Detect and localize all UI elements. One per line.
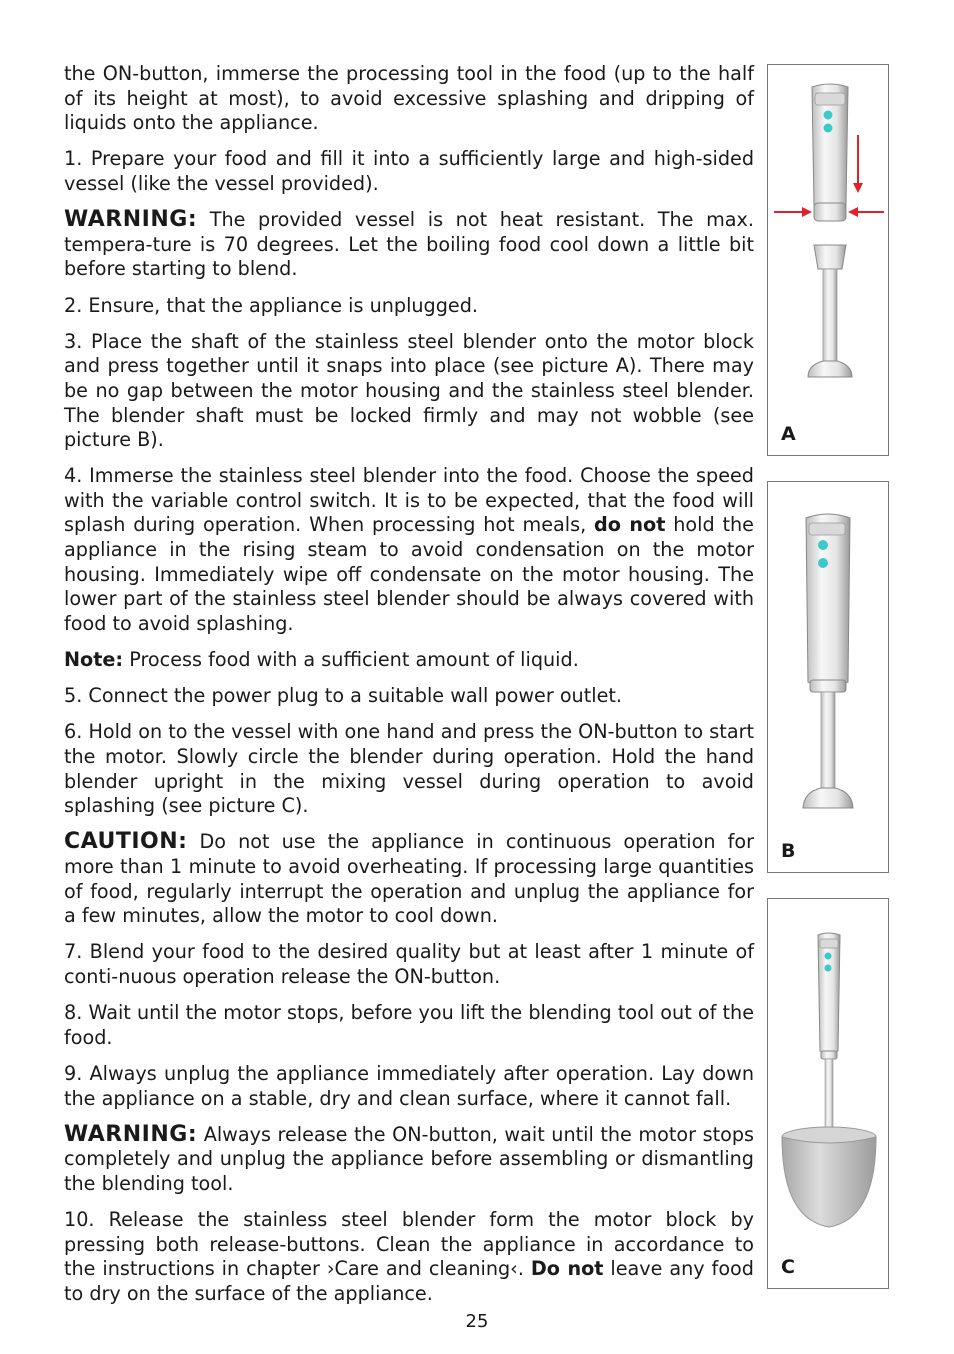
step-number: 2. [64,293,83,317]
step-number: 4. [64,464,83,488]
step-number: 6. [64,720,83,744]
step-number: 10. [64,1208,95,1232]
figure-label: C [781,1256,795,1278]
note-label: Note: [64,648,124,672]
step-number: 1. [64,147,83,171]
caution: CAUTION: Do not use the appliance in continuous operation for more than 1 minute to avoid overheating. If processing large quantities of food, regularly interrupt the operation and unplug the appliance for a few minutes, allow the motor to cool down. [64,829,754,928]
step-number: 5. [64,684,83,708]
step-2: 2. Ensure, that the appliance is unplugged. [64,293,478,317]
blender-parts-illustration [768,65,890,457]
step-10: 10. Release the stainless steel blender form the motor block by pressing both release-buttons. Clean the appliance in accordance to the instructions in chapter ›Care and cleaning‹. Do not leave any food to dry on the surface of the appliance. [64,1208,754,1305]
step-5: 5. Connect the power plug to a suitable wall power outlet. [64,684,622,708]
figure-label: A [781,423,796,445]
step-9: 9. Always unplug the appliance immediately after operation. Lay down the appliance on a stable, dry and clean surface, where it cannot fall. [64,1061,754,1110]
step-number: 8. [64,1001,83,1025]
step-6: 6. Hold on to the vessel with one hand and press the ON-button to start the motor. Slowly circle the blender during operation. Hold the hand blender upright in the mixing vessel during operation to avoid splashing (see picture C). [64,720,754,818]
assembled-blender-illustration [768,482,890,874]
step-number: 3. [64,329,83,353]
warning-label: WARNING: [64,207,198,233]
step-1: 1. Prepare your food and fill it into a sufficiently large and high-sided vessel (like the vessel provided). [64,147,754,195]
warning-dismantle: WARNING: Always release the ON-button, wait until the motor stops completely and unplug the appliance before assembling or dismantling the blending tool. [64,1121,755,1195]
note: Note: Process food with a sufficient amount of liquid. [64,648,579,672]
instructions-text [64,62,754,1318]
paragraph-intro: the ON-button, immerse the processing tool in the food (up to the half of its height at most), to avoid excessive splashing and dripping of liquids onto the appliance. [64,62,754,135]
step-8: 8. Wait until the motor stops, before you lift the blending tool out of the food. [64,1001,754,1049]
figure-label: B [781,840,796,862]
step-7: 7. Blend your food to the desired quality but at least after 1 minute of conti-nuous operation release the ON-button. [64,940,754,988]
warning-label: WARNING: [64,1121,198,1147]
blender-in-vessel-illustration [768,899,890,1290]
step-number: 9. [64,1061,83,1085]
page-number: 25 [465,1311,489,1332]
step-4: 4. Immerse the stainless steel blender into the food. Choose the speed with the variable control switch. It is to be expected, that the food will splash during operation. When processing hot meals, do not hold the appliance in the rising steam to avoid condensation on the motor housing. Immediately wipe off condensate on the motor housing. The lower part of the stainless steel blender should be always covered with food to avoid splashing. [64,464,754,635]
figure-b [767,481,889,873]
step-number: 7. [64,940,83,964]
warning-heat: WARNING: The provided vessel is not heat resistant. The max. tempera-ture is 70 degrees. Let the boiling food cool down a little bit before starting to blend. [64,207,754,281]
figure-c [767,898,889,1289]
caution-label: CAUTION: [64,829,188,855]
figure-a [767,64,889,456]
emphasis: Do not [530,1257,604,1281]
emphasis: do not [594,513,666,537]
step-3: 3. Place the shaft of the stainless steel blender onto the motor block and press together until it snaps into place (see picture A). There may be no gap between the motor housing and the stainless steel blender. The blender shaft must be locked firmly and may not wobble (see picture B). [64,329,754,452]
